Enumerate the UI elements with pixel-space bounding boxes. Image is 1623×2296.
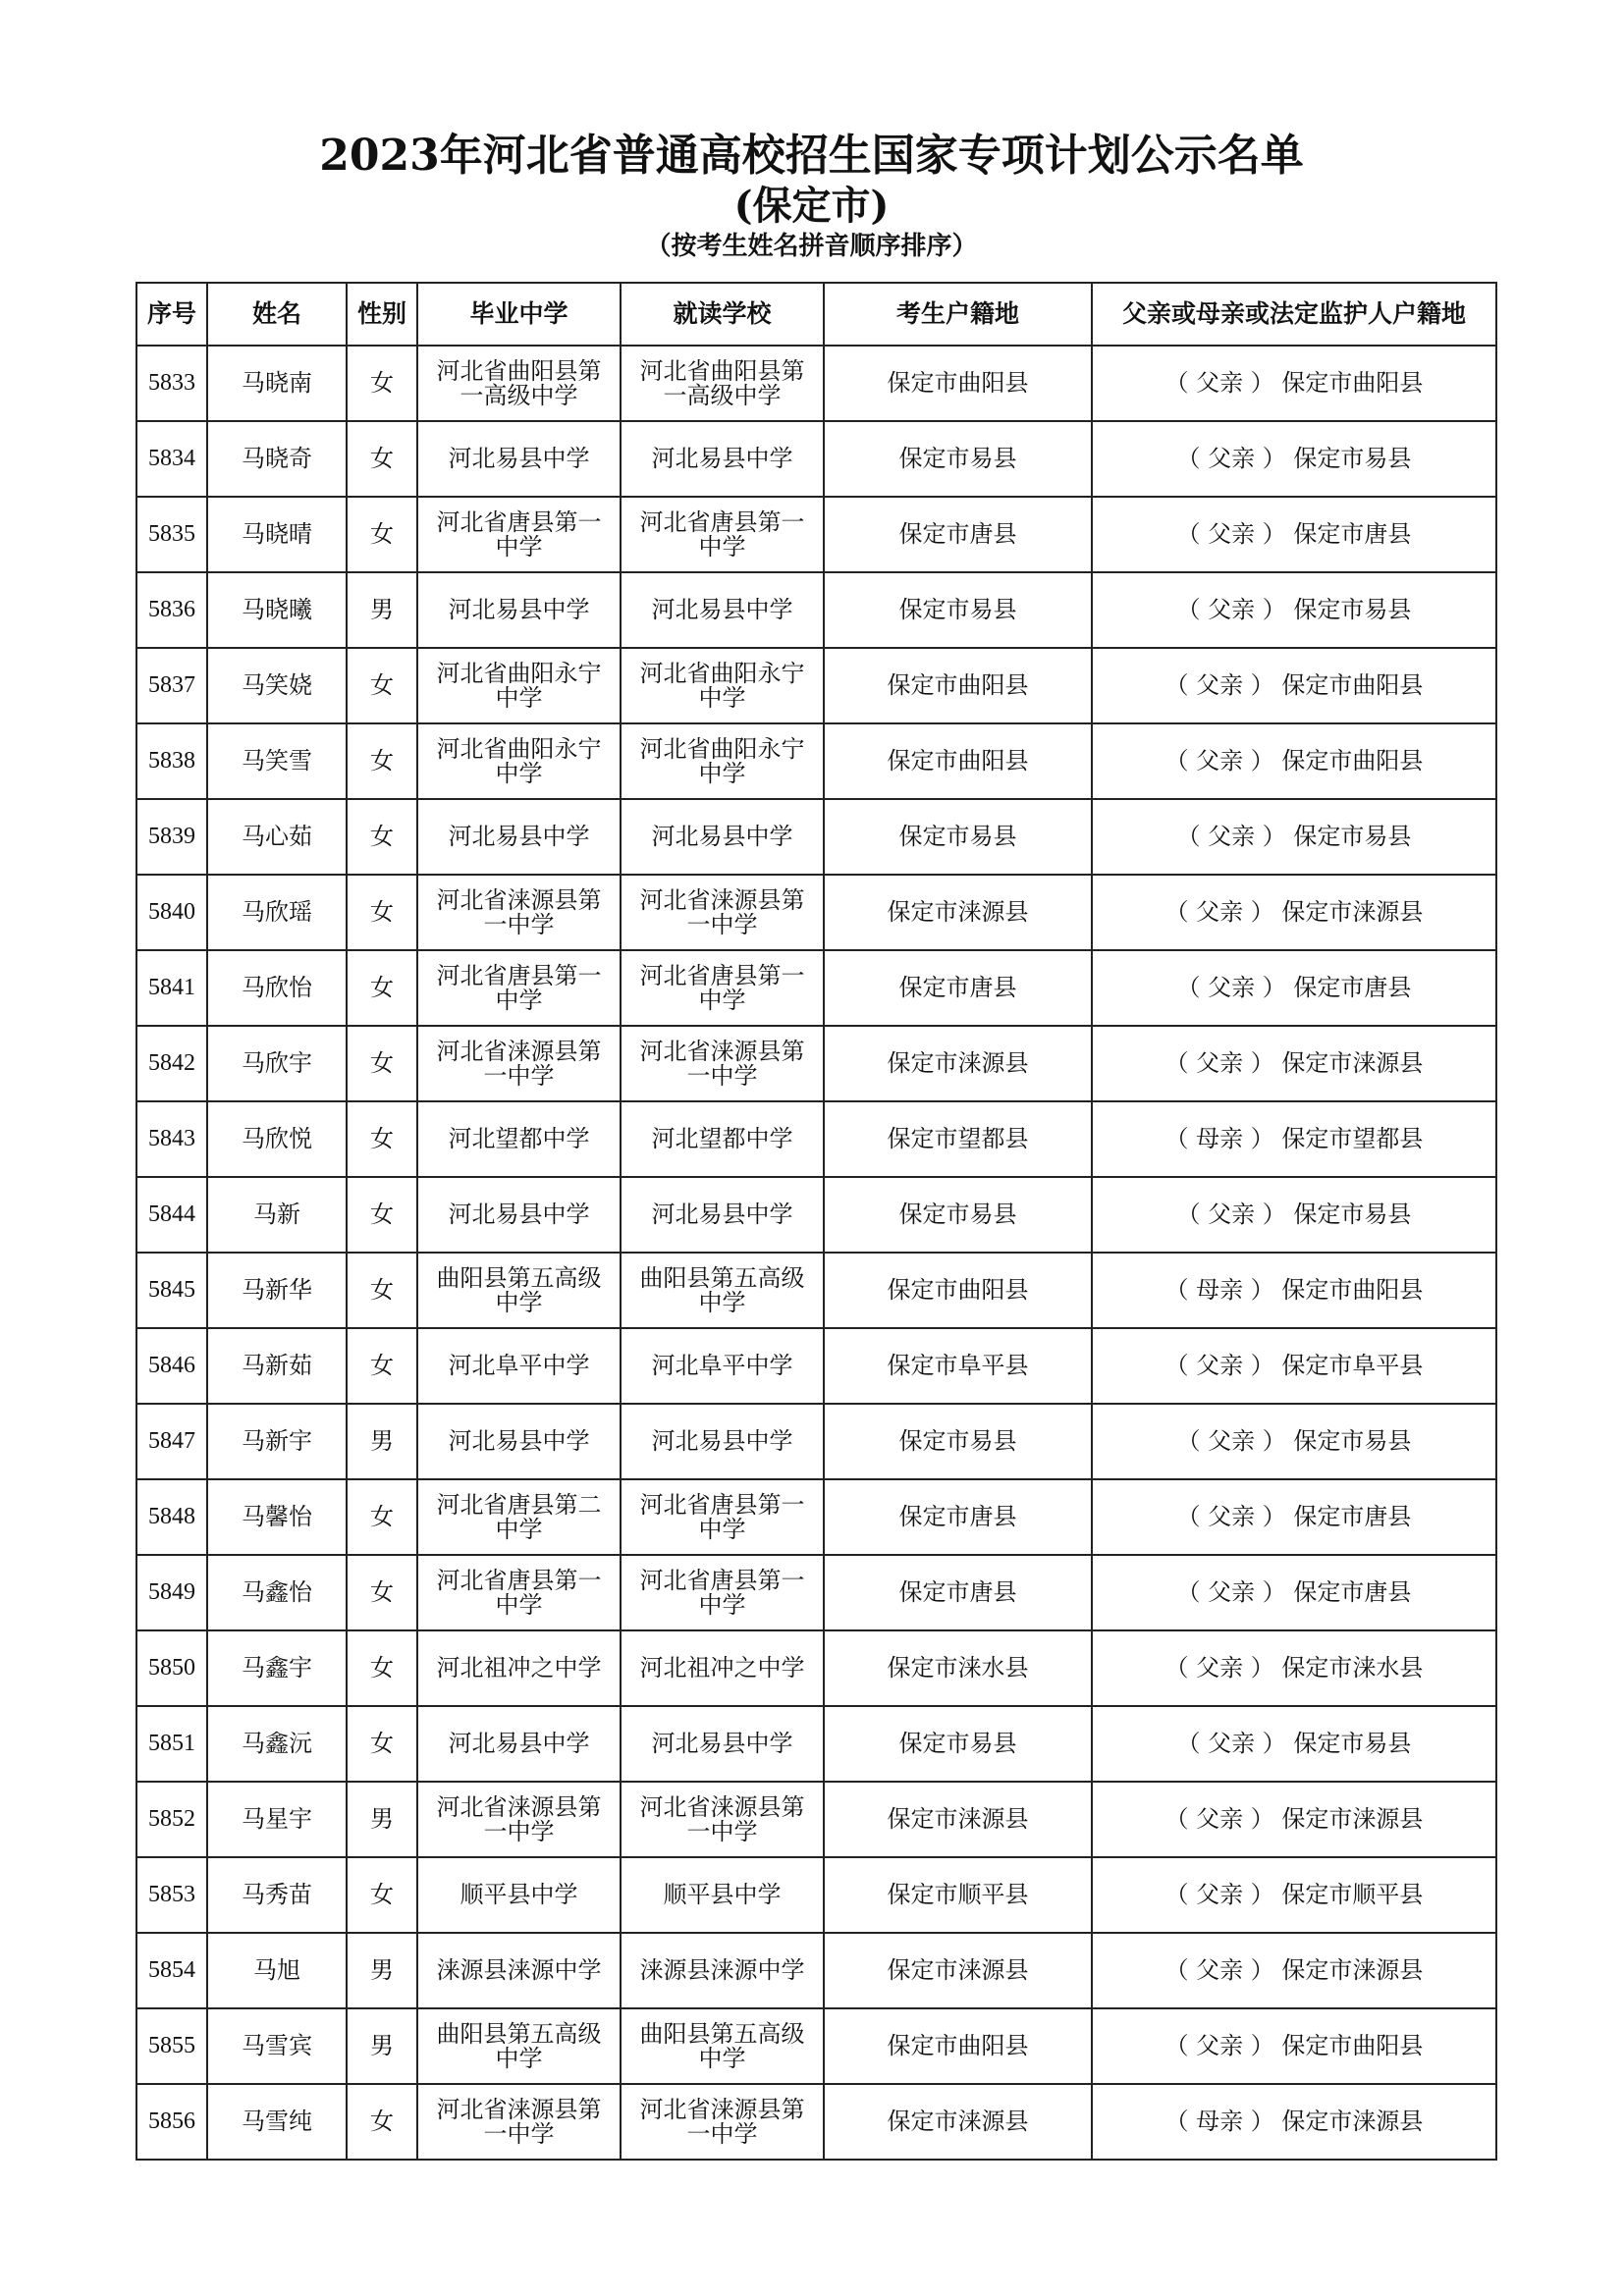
cell-guardian-hukou: （ 父亲 ） 保定市唐县 — [1092, 497, 1496, 572]
table-row — [136, 799, 1496, 875]
cell-name: 马鑫怡 — [207, 1555, 347, 1630]
cell-gender: 女 — [347, 1101, 417, 1177]
cell-index: 5833 — [136, 346, 207, 421]
table-row — [136, 2084, 1496, 2160]
cell-index: 5848 — [136, 1479, 207, 1555]
cell-guardian-hukou: （ 母亲 ） 保定市望都县 — [1092, 1101, 1496, 1177]
table-row — [136, 648, 1496, 723]
cell-name: 马新茹 — [207, 1328, 347, 1404]
cell-index: 5844 — [136, 1177, 207, 1253]
cell-current-school: 河北省唐县第一中学 — [621, 497, 824, 572]
cell-hukou: 保定市易县 — [824, 421, 1092, 497]
cell-hukou: 保定市阜平县 — [824, 1328, 1092, 1404]
table-row — [136, 1404, 1496, 1479]
cell-hukou: 保定市易县 — [824, 799, 1092, 875]
table-row — [136, 875, 1496, 950]
cell-gender: 女 — [347, 1706, 417, 1782]
cell-gender: 女 — [347, 1857, 417, 1933]
cell-current-school: 河北易县中学 — [621, 1404, 824, 1479]
cell-index: 5853 — [136, 1857, 207, 1933]
cell-grad-school: 河北易县中学 — [417, 1177, 621, 1253]
cell-hukou: 保定市曲阳县 — [824, 648, 1092, 723]
cell-grad-school: 河北省唐县第一中学 — [417, 497, 621, 572]
cell-index: 5840 — [136, 875, 207, 950]
cell-name: 马新华 — [207, 1253, 347, 1328]
cell-name: 马晓曦 — [207, 572, 347, 648]
cell-hukou: 保定市涞源县 — [824, 1026, 1092, 1101]
column-header-hukou: 考生户籍地 — [824, 283, 1092, 346]
cell-current-school: 河北省唐县第一中学 — [621, 1479, 824, 1555]
cell-current-school: 河北省曲阳永宁中学 — [621, 648, 824, 723]
cell-guardian-hukou: （ 父亲 ） 保定市曲阳县 — [1092, 723, 1496, 799]
cell-gender: 女 — [347, 1026, 417, 1101]
cell-grad-school: 河北省涞源县第一中学 — [417, 2084, 621, 2160]
cell-hukou: 保定市唐县 — [824, 950, 1092, 1026]
cell-grad-school: 河北省唐县第一中学 — [417, 950, 621, 1026]
table-row — [136, 1555, 1496, 1630]
cell-current-school: 曲阳县第五高级中学 — [621, 1253, 824, 1328]
cell-index: 5851 — [136, 1706, 207, 1782]
cell-guardian-hukou: （ 父亲 ） 保定市涞源县 — [1092, 1782, 1496, 1857]
cell-grad-school: 河北省曲阳县第一高级中学 — [417, 346, 621, 421]
cell-gender: 男 — [347, 572, 417, 648]
cell-index: 5849 — [136, 1555, 207, 1630]
cell-current-school: 河北省涞源县第一中学 — [621, 875, 824, 950]
cell-grad-school: 曲阳县第五高级中学 — [417, 2008, 621, 2084]
cell-index: 5845 — [136, 1253, 207, 1328]
cell-guardian-hukou: （ 父亲 ） 保定市易县 — [1092, 1706, 1496, 1782]
cell-gender: 女 — [347, 1555, 417, 1630]
cell-hukou: 保定市顺平县 — [824, 1857, 1092, 1933]
cell-current-school: 涞源县涞源中学 — [621, 1933, 824, 2008]
cell-gender: 女 — [347, 346, 417, 421]
cell-guardian-hukou: （ 父亲 ） 保定市易县 — [1092, 421, 1496, 497]
table-row — [136, 421, 1496, 497]
cell-gender: 女 — [347, 2084, 417, 2160]
cell-index: 5854 — [136, 1933, 207, 2008]
cell-guardian-hukou: （ 父亲 ） 保定市易县 — [1092, 1177, 1496, 1253]
cell-guardian-hukou: （ 父亲 ） 保定市易县 — [1092, 1404, 1496, 1479]
cell-hukou: 保定市涞源县 — [824, 875, 1092, 950]
document-title: 2023年河北省普通高校招生国家专项计划公示名单 — [319, 131, 1304, 181]
table-row — [136, 2008, 1496, 2084]
column-header-guardian-hukou: 父亲或母亲或法定监护人户籍地 — [1092, 283, 1496, 346]
cell-current-school: 河北省唐县第一中学 — [621, 950, 824, 1026]
cell-gender: 女 — [347, 1630, 417, 1706]
cell-name: 马欣怡 — [207, 950, 347, 1026]
cell-current-school: 河北易县中学 — [621, 1706, 824, 1782]
cell-grad-school: 河北易县中学 — [417, 1706, 621, 1782]
cell-name: 马晓晴 — [207, 497, 347, 572]
cell-guardian-hukou: （ 父亲 ） 保定市涞源县 — [1092, 875, 1496, 950]
cell-index: 5839 — [136, 799, 207, 875]
cell-guardian-hukou: （ 父亲 ） 保定市唐县 — [1092, 1555, 1496, 1630]
cell-current-school: 河北省曲阳县第一高级中学 — [621, 346, 824, 421]
cell-grad-school: 河北易县中学 — [417, 1404, 621, 1479]
cell-index: 5835 — [136, 497, 207, 572]
table-row — [136, 1479, 1496, 1555]
cell-guardian-hukou: （ 父亲 ） 保定市涞水县 — [1092, 1630, 1496, 1706]
cell-index: 5856 — [136, 2084, 207, 2160]
cell-index: 5855 — [136, 2008, 207, 2084]
cell-guardian-hukou: （ 母亲 ） 保定市曲阳县 — [1092, 1253, 1496, 1328]
cell-gender: 女 — [347, 1328, 417, 1404]
column-header-index: 序号 — [136, 283, 207, 346]
cell-gender: 女 — [347, 799, 417, 875]
cell-name: 马欣悦 — [207, 1101, 347, 1177]
cell-guardian-hukou: （ 父亲 ） 保定市曲阳县 — [1092, 648, 1496, 723]
cell-guardian-hukou: （ 父亲 ） 保定市阜平县 — [1092, 1328, 1496, 1404]
cell-name: 马雪纯 — [207, 2084, 347, 2160]
cell-grad-school: 河北省唐县第二中学 — [417, 1479, 621, 1555]
roster-body — [136, 346, 1496, 2160]
cell-index: 5847 — [136, 1404, 207, 1479]
cell-index: 5850 — [136, 1630, 207, 1706]
cell-name: 马旭 — [207, 1933, 347, 2008]
cell-current-school: 河北省涞源县第一中学 — [621, 1782, 824, 1857]
cell-guardian-hukou: （ 父亲 ） 保定市唐县 — [1092, 950, 1496, 1026]
column-header-grad-school: 毕业中学 — [417, 283, 621, 346]
cell-guardian-hukou: （ 父亲 ） 保定市唐县 — [1092, 1479, 1496, 1555]
table-row — [136, 1630, 1496, 1706]
cell-hukou: 保定市易县 — [824, 1404, 1092, 1479]
cell-grad-school: 顺平县中学 — [417, 1857, 621, 1933]
cell-gender: 女 — [347, 421, 417, 497]
cell-hukou: 保定市唐县 — [824, 497, 1092, 572]
cell-index: 5852 — [136, 1782, 207, 1857]
header-row — [136, 283, 1496, 346]
cell-current-school: 河北祖冲之中学 — [621, 1630, 824, 1706]
cell-grad-school: 河北易县中学 — [417, 799, 621, 875]
cell-gender: 女 — [347, 875, 417, 950]
cell-name: 马晓奇 — [207, 421, 347, 497]
cell-gender: 女 — [347, 950, 417, 1026]
cell-hukou: 保定市涞源县 — [824, 1782, 1092, 1857]
cell-name: 马新 — [207, 1177, 347, 1253]
cell-gender: 女 — [347, 497, 417, 572]
cell-current-school: 河北易县中学 — [621, 1177, 824, 1253]
table-row — [136, 1857, 1496, 1933]
cell-grad-school: 涞源县涞源中学 — [417, 1933, 621, 2008]
cell-name: 马雪宾 — [207, 2008, 347, 2084]
cell-hukou: 保定市易县 — [824, 1177, 1092, 1253]
cell-hukou: 保定市曲阳县 — [824, 2008, 1092, 2084]
cell-name: 马心茹 — [207, 799, 347, 875]
cell-grad-school: 曲阳县第五高级中学 — [417, 1253, 621, 1328]
cell-name: 马欣宇 — [207, 1026, 347, 1101]
cell-guardian-hukou: （ 父亲 ） 保定市曲阳县 — [1092, 2008, 1496, 2084]
cell-name: 马鑫宇 — [207, 1630, 347, 1706]
sort-note: （按考生姓名拼音顺序排序） — [645, 232, 978, 261]
table-row — [136, 497, 1496, 572]
cell-index: 5834 — [136, 421, 207, 497]
cell-hukou: 保定市易县 — [824, 1706, 1092, 1782]
cell-hukou: 保定市唐县 — [824, 1479, 1092, 1555]
cell-current-school: 河北阜平中学 — [621, 1328, 824, 1404]
cell-index: 5837 — [136, 648, 207, 723]
column-header-current-school: 就读学校 — [621, 283, 824, 346]
cell-gender: 男 — [347, 1404, 417, 1479]
cell-name: 马馨怡 — [207, 1479, 347, 1555]
cell-hukou: 保定市易县 — [824, 572, 1092, 648]
cell-name: 马星宇 — [207, 1782, 347, 1857]
cell-current-school: 河北望都中学 — [621, 1101, 824, 1177]
cell-name: 马笑雪 — [207, 723, 347, 799]
cell-name: 马笑娆 — [207, 648, 347, 723]
table-row — [136, 572, 1496, 648]
cell-grad-school: 河北省涞源县第一中学 — [417, 1026, 621, 1101]
cell-current-school: 顺平县中学 — [621, 1857, 824, 1933]
cell-guardian-hukou: （ 父亲 ） 保定市易县 — [1092, 572, 1496, 648]
cell-index: 5841 — [136, 950, 207, 1026]
table-row — [136, 723, 1496, 799]
cell-gender: 男 — [347, 2008, 417, 2084]
cell-index: 5842 — [136, 1026, 207, 1101]
cell-guardian-hukou: （ 父亲 ） 保定市顺平县 — [1092, 1857, 1496, 1933]
column-header-name: 姓名 — [207, 283, 347, 346]
cell-name: 马鑫沅 — [207, 1706, 347, 1782]
cell-gender: 女 — [347, 723, 417, 799]
cell-current-school: 河北省曲阳永宁中学 — [621, 723, 824, 799]
cell-name: 马晓南 — [207, 346, 347, 421]
table-row — [136, 1177, 1496, 1253]
cell-gender: 女 — [347, 1253, 417, 1328]
cell-guardian-hukou: （ 父亲 ） 保定市涞源县 — [1092, 1026, 1496, 1101]
cell-gender: 女 — [347, 1479, 417, 1555]
cell-grad-school: 河北省涞源县第一中学 — [417, 1782, 621, 1857]
roster-table — [135, 282, 1497, 2161]
cell-index: 5843 — [136, 1101, 207, 1177]
table-row — [136, 346, 1496, 421]
table-row — [136, 1253, 1496, 1328]
cell-current-school: 河北省涞源县第一中学 — [621, 1026, 824, 1101]
cell-current-school: 河北易县中学 — [621, 421, 824, 497]
table-row — [136, 1101, 1496, 1177]
cell-current-school: 河北省涞源县第一中学 — [621, 2084, 824, 2160]
cell-guardian-hukou: （ 父亲 ） 保定市涞源县 — [1092, 1933, 1496, 2008]
cell-guardian-hukou: （ 父亲 ） 保定市易县 — [1092, 799, 1496, 875]
cell-hukou: 保定市曲阳县 — [824, 1253, 1092, 1328]
cell-hukou: 保定市涞源县 — [824, 1933, 1092, 2008]
cell-grad-school: 河北省唐县第一中学 — [417, 1555, 621, 1630]
cell-index: 5846 — [136, 1328, 207, 1404]
cell-grad-school: 河北祖冲之中学 — [417, 1630, 621, 1706]
cell-name: 马秀苗 — [207, 1857, 347, 1933]
table-row — [136, 1933, 1496, 2008]
table-row — [136, 1328, 1496, 1404]
cell-grad-school: 河北易县中学 — [417, 421, 621, 497]
cell-grad-school: 河北省曲阳永宁中学 — [417, 648, 621, 723]
column-header-gender: 性别 — [347, 283, 417, 346]
cell-hukou: 保定市曲阳县 — [824, 346, 1092, 421]
cell-guardian-hukou: （ 父亲 ） 保定市曲阳县 — [1092, 346, 1496, 421]
cell-grad-school: 河北望都中学 — [417, 1101, 621, 1177]
table-row — [136, 1026, 1496, 1101]
cell-hukou: 保定市涞源县 — [824, 2084, 1092, 2160]
cell-guardian-hukou: （ 母亲 ） 保定市涞源县 — [1092, 2084, 1496, 2160]
table-row — [136, 1706, 1496, 1782]
cell-grad-school: 河北省涞源县第一中学 — [417, 875, 621, 950]
cell-grad-school: 河北阜平中学 — [417, 1328, 621, 1404]
cell-current-school: 河北易县中学 — [621, 572, 824, 648]
cell-index: 5836 — [136, 572, 207, 648]
cell-gender: 男 — [347, 1933, 417, 2008]
cell-name: 马欣瑶 — [207, 875, 347, 950]
cell-hukou: 保定市曲阳县 — [824, 723, 1092, 799]
cell-current-school: 曲阳县第五高级中学 — [621, 2008, 824, 2084]
table-row — [136, 950, 1496, 1026]
cell-gender: 女 — [347, 648, 417, 723]
cell-grad-school: 河北省曲阳永宁中学 — [417, 723, 621, 799]
cell-index: 5838 — [136, 723, 207, 799]
cell-current-school: 河北易县中学 — [621, 799, 824, 875]
table-row — [136, 1782, 1496, 1857]
cell-gender: 男 — [347, 1782, 417, 1857]
cell-hukou: 保定市望都县 — [824, 1101, 1092, 1177]
cell-hukou: 保定市涞水县 — [824, 1630, 1092, 1706]
cell-grad-school: 河北易县中学 — [417, 572, 621, 648]
document-subtitle: (保定市) — [733, 183, 890, 229]
cell-hukou: 保定市唐县 — [824, 1555, 1092, 1630]
cell-current-school: 河北省唐县第一中学 — [621, 1555, 824, 1630]
cell-gender: 女 — [347, 1177, 417, 1253]
cell-name: 马新宇 — [207, 1404, 347, 1479]
